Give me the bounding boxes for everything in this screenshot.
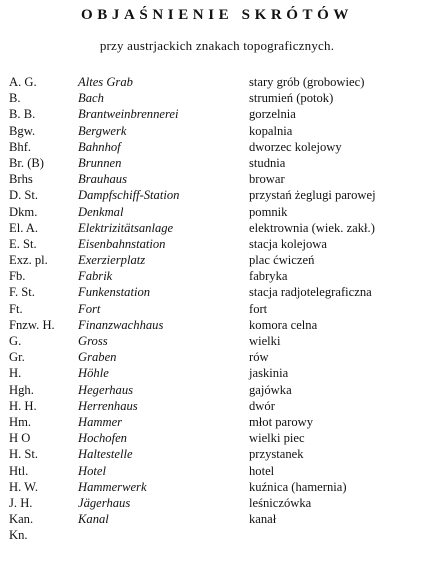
german-term: Brauhaus xyxy=(78,172,127,187)
abbreviation: Bgw. xyxy=(9,123,36,138)
abbreviation: Dkm. xyxy=(9,204,38,219)
german-term: Elektrizitätsanlage xyxy=(78,220,174,235)
german-term: Hammerwerk xyxy=(78,479,147,494)
abbreviation: H. W. xyxy=(9,479,39,494)
polish-term: pomnik xyxy=(249,204,288,219)
abbreviation-row xyxy=(0,74,434,90)
abbreviation: Kn. xyxy=(9,528,28,543)
polish-term: dworzec kolejowy xyxy=(249,139,342,154)
abbreviation: Bhf. xyxy=(9,139,32,154)
polish-term: leśniczówka xyxy=(249,495,312,510)
abbreviation-row xyxy=(0,398,434,414)
abbreviation-row xyxy=(0,430,434,446)
abbreviation-row xyxy=(0,220,434,236)
german-term: Hochofen xyxy=(78,431,127,446)
abbreviation: Hm. xyxy=(9,414,32,429)
polish-term: kuźnica (hamernia) xyxy=(249,479,347,494)
german-term: Denkmal xyxy=(78,204,124,219)
german-term: Haltestelle xyxy=(78,447,133,462)
abbreviation-row xyxy=(0,414,434,430)
abbreviation-row xyxy=(0,317,434,333)
abbreviation-row xyxy=(0,527,434,543)
abbreviation-row xyxy=(0,139,434,155)
german-term: Hammer xyxy=(78,414,123,429)
german-term: Funkenstation xyxy=(78,285,151,300)
german-term: Brantweinbrennerei xyxy=(78,107,179,122)
polish-term: wielki piec xyxy=(249,431,305,446)
abbreviation: F. St. xyxy=(9,285,35,300)
abbreviation-row xyxy=(0,495,434,511)
german-term: Graben xyxy=(78,350,117,365)
page-subtitle: przy austrjackich znakach topograficznych. xyxy=(99,38,335,53)
polish-term: wielki xyxy=(249,334,281,348)
german-term: Gross xyxy=(78,334,108,348)
polish-term: studnia xyxy=(249,155,286,170)
german-term: Fabrik xyxy=(78,269,113,284)
polish-term: elektrownia (wiek. zakł.) xyxy=(249,220,375,235)
polish-term: stacja radjotelegraficzna xyxy=(249,285,372,300)
abbreviation-row xyxy=(0,382,434,398)
abbreviation-row xyxy=(0,446,434,462)
abbreviation-row xyxy=(0,301,434,317)
abbreviation: H. H. xyxy=(9,398,37,413)
polish-term: rów xyxy=(249,350,269,365)
abbreviation-row xyxy=(0,204,434,220)
page-title: OBJAŚNIENIE SKRÓTÓW xyxy=(80,7,354,23)
abbreviation-row xyxy=(0,479,434,495)
polish-term: hotel xyxy=(249,463,275,478)
abbreviation: B. xyxy=(9,91,21,106)
abbreviation-row xyxy=(0,90,434,106)
abbreviation-row xyxy=(0,333,434,349)
abbreviation: J. H. xyxy=(9,495,33,510)
german-term: Dampfschiff-Station xyxy=(78,188,180,203)
abbreviation: Br. (B) xyxy=(9,155,44,170)
abbreviation-row xyxy=(0,171,434,187)
german-term: Bahnhof xyxy=(78,139,121,154)
abbreviation-row xyxy=(0,123,434,139)
german-term: Fort xyxy=(78,301,101,316)
polish-term: komora celna xyxy=(249,317,318,332)
abbreviation-row xyxy=(0,187,434,203)
polish-term: kanał xyxy=(249,512,277,527)
polish-term: strumień (potok) xyxy=(249,91,334,106)
abbreviation: Gr. xyxy=(9,350,25,365)
abbreviation: Ft. xyxy=(9,301,23,316)
abbreviation: B. B. xyxy=(9,107,36,122)
german-term: Hotel xyxy=(78,463,106,478)
german-term: Altes Grab xyxy=(78,75,133,89)
abbreviation: Htl. xyxy=(9,463,29,478)
abbreviation: El. A. xyxy=(9,220,39,235)
abbreviation: Exz. pl. xyxy=(9,253,48,268)
abbreviation: H. St. xyxy=(9,447,39,462)
german-term: Brunnen xyxy=(78,155,122,170)
polish-term: fabryka xyxy=(249,269,288,284)
abbreviation-row xyxy=(0,365,434,381)
abbreviation-row xyxy=(0,106,434,122)
abbreviation: H O xyxy=(9,431,31,446)
abbreviation-row xyxy=(0,268,434,284)
abbreviation: Fb. xyxy=(9,269,26,284)
polish-term: przystanek xyxy=(249,447,304,462)
abbreviation-row xyxy=(0,236,434,252)
polish-term: fort xyxy=(249,301,268,316)
german-term: Kanal xyxy=(78,512,109,527)
german-term: Eisenbahnstation xyxy=(78,236,166,251)
abbreviation-list xyxy=(0,74,434,543)
polish-term: przystań żeglugi parowej xyxy=(249,188,376,203)
german-term: Exerzierplatz xyxy=(78,253,146,268)
german-term: Bach xyxy=(78,91,104,106)
german-term: Hegerhaus xyxy=(78,382,134,397)
abbreviation: Fnzw. H. xyxy=(9,317,55,332)
polish-term: stary grób (grobowiec) xyxy=(249,75,365,89)
abbreviation-row xyxy=(0,349,434,365)
polish-term: plac ćwiczeń xyxy=(249,253,315,268)
abbreviation: A. G. xyxy=(9,75,37,89)
abbreviation-row xyxy=(0,511,434,527)
abbreviation-row xyxy=(0,155,434,171)
abbreviation: G. xyxy=(9,334,22,348)
abbreviation-row xyxy=(0,284,434,300)
polish-term: browar xyxy=(249,172,285,187)
polish-term: kopalnia xyxy=(249,123,293,138)
polish-term: dwór xyxy=(249,398,275,413)
german-term: Jägerhaus xyxy=(78,495,131,510)
abbreviation: H. xyxy=(9,366,22,381)
polish-term: gajówka xyxy=(249,382,292,397)
german-term: Herrenhaus xyxy=(78,398,138,413)
abbreviation: E. St. xyxy=(9,236,37,251)
abbreviation: Kan. xyxy=(9,512,34,527)
polish-term: stacja kolejowa xyxy=(249,236,327,251)
abbreviation-row xyxy=(0,463,434,479)
abbreviation: Brhs xyxy=(9,172,33,187)
polish-term: gorzelnia xyxy=(249,107,296,122)
german-term: Höhle xyxy=(78,366,109,381)
abbreviation-row xyxy=(0,252,434,268)
german-term: Bergwerk xyxy=(78,123,127,138)
abbreviation: Hgh. xyxy=(9,382,34,397)
polish-term: młot parowy xyxy=(249,414,314,429)
polish-term: jaskinia xyxy=(249,366,289,381)
german-term: Finanzwachhaus xyxy=(78,317,164,332)
abbreviation: D. St. xyxy=(9,188,39,203)
